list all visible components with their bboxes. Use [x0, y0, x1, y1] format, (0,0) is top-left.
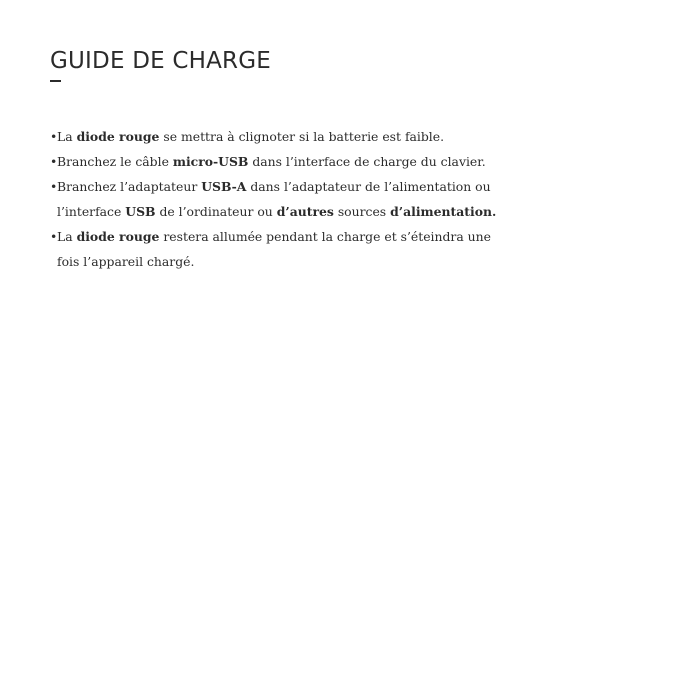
instruction-item [50, 174, 497, 224]
page-title: GUIDE DE CHARGE [50, 48, 271, 74]
instruction-text: dans l’interface de charge du clavier. [248, 154, 486, 169]
emphasis-text: d’autres [276, 204, 334, 219]
instruction-item [50, 124, 497, 149]
instruction-list [50, 124, 630, 274]
instruction-text: restera allumée pendant la charge et s’éteindra une fois l’appareil chargé. [57, 229, 491, 269]
instruction-item [50, 224, 497, 274]
instruction-text: La [57, 229, 77, 244]
emphasis-text: diode rouge [76, 129, 160, 144]
instruction-text: Branchez le câble [57, 154, 173, 169]
bullet-marker: • [50, 129, 58, 144]
instruction-text: Branchez l’adaptateur [57, 179, 202, 194]
emphasis-text: d’alimentation. [390, 204, 497, 219]
bullet-marker: • [50, 154, 58, 169]
instruction-text: La [57, 129, 77, 144]
instruction-text: se mettra à clignoter si la batterie est faible. [159, 129, 445, 144]
emphasis-text: USB [125, 204, 156, 219]
instruction-item [50, 149, 497, 174]
emphasis-text: diode rouge [76, 229, 160, 244]
emphasis-text: USB-A [201, 179, 247, 194]
bullet-marker: • [50, 229, 58, 244]
bullet-marker: • [50, 179, 58, 194]
emphasis-text: micro-USB [172, 154, 249, 169]
title-underline [50, 80, 61, 82]
instruction-text: sources [333, 204, 391, 219]
instruction-text: de l’ordinateur ou [155, 204, 277, 219]
instruction-text: dans l’adaptateur de l’alimentation ou l’interface [57, 179, 491, 219]
charge-guide [50, 46, 630, 274]
